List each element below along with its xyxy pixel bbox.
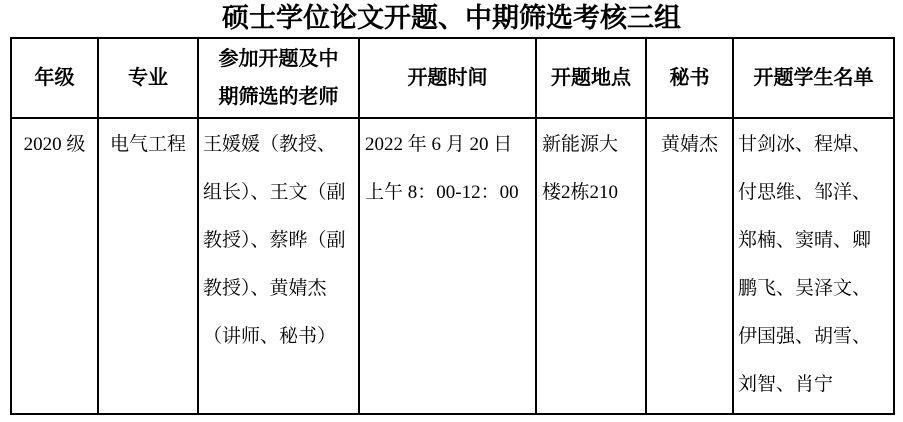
assessment-table [10, 37, 895, 415]
col-header-teachers: 参加开题及中 期筛选的老师 [198, 38, 359, 118]
col-header-major: 专业 [98, 38, 198, 118]
table-row [11, 118, 894, 414]
col-header-secretary: 秘书 [646, 38, 733, 118]
document-title: 硕士学位论文开题、中期筛选考核三组 [222, 3, 681, 33]
cell-secretary: 黄婧杰 [646, 118, 733, 414]
col-header-time: 开题时间 [359, 38, 536, 118]
cell-grade: 2020 级 [11, 118, 98, 414]
cell-teachers: 王媛媛（教授、 组长）、王文（副 教授）、蔡晔（副 教授）、黄婧杰 （讲师、秘书） [198, 118, 359, 414]
cell-major: 电气工程 [98, 118, 198, 414]
cell-students: 甘剑冰、程焯、 付思维、邹洋、 郑楠、窦晴、卿 鹏飞、吴泽文、 伊国强、胡雪、 刘智、肖宁 [733, 118, 894, 414]
cell-time: 2022 年 6 月 20 日 上午 8：00-12：00 [359, 118, 536, 414]
cell-location: 新能源大 楼2栋210 [536, 118, 646, 414]
col-header-grade: 年级 [11, 38, 98, 118]
col-header-students: 开题学生名单 [733, 38, 894, 118]
header-row [11, 38, 894, 118]
col-header-location: 开题地点 [536, 38, 646, 118]
